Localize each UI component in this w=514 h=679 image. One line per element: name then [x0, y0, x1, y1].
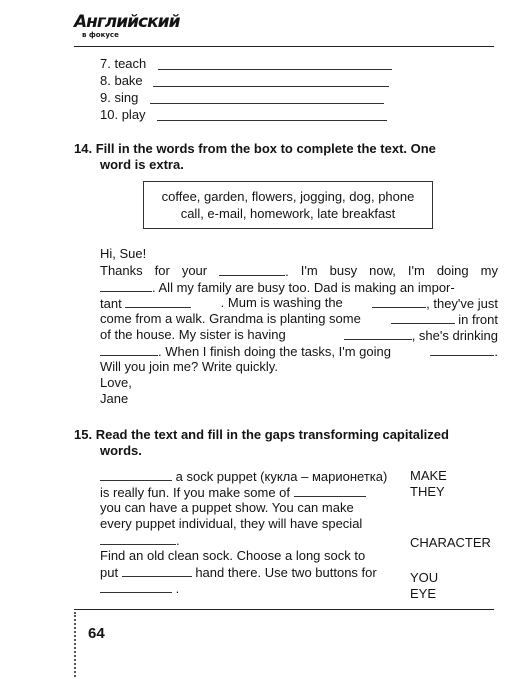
gap-blank[interactable]: [294, 484, 366, 497]
header-rule: [74, 46, 494, 47]
letter-line: Will you join me? Write quickly.: [100, 359, 278, 374]
footer-rule: [74, 609, 494, 610]
word-box-line: call, e-mail, homework, late breakfast: [180, 206, 396, 221]
letter-greeting: Hi, Sue!: [100, 246, 147, 261]
text-line: is really fun. If you make some of: [100, 484, 366, 501]
word-box-line: coffee, garden, flowers, jogging, dog, phone: [161, 189, 415, 204]
capitalized-word: MAKE: [410, 468, 447, 483]
text-line: a sock puppet (кукла – марионетка): [100, 468, 387, 485]
list-item: 7. teach: [100, 56, 147, 71]
gap-blank[interactable]: [372, 295, 426, 308]
gap-blank[interactable]: [344, 327, 412, 340]
letter-line: . When I finish doing the tasks, I'm going .: [100, 343, 498, 360]
exercise-14-instruction-cont: word is extra.: [100, 157, 184, 172]
gap-blank[interactable]: [100, 532, 176, 545]
letter-line: come from a walk. Grandma is planting some in front: [100, 311, 498, 327]
text-line: Find an old clean sock. Choose a long sock to: [100, 548, 366, 563]
word-box: [143, 181, 433, 229]
capitalized-word: YOU: [410, 570, 439, 585]
letter-line: tant . Mum is washing the , they've just: [100, 295, 498, 311]
capitalized-word: CHARACTER: [410, 535, 491, 550]
text-line: .: [100, 532, 180, 549]
letter-line: Thanks for your . I'm busy now, I'm doing my: [100, 263, 498, 279]
capitalized-word: EYE: [410, 586, 437, 601]
capitalized-word: THEY: [410, 484, 445, 499]
answer-line[interactable]: [150, 103, 384, 104]
gap-blank[interactable]: [100, 343, 158, 356]
gap-blank[interactable]: [100, 468, 172, 481]
text-line: .: [100, 580, 179, 597]
letter-line: . All my family are busy too. Dad is making an impor-: [100, 279, 455, 296]
gap-blank[interactable]: [122, 564, 192, 577]
answer-line[interactable]: [157, 120, 387, 121]
text-line: put hand there. Use two buttons for: [100, 565, 377, 580]
answer-line[interactable]: [153, 86, 389, 87]
letter-signature: Jane: [100, 391, 129, 406]
list-item: 8. bake: [100, 73, 143, 88]
logo-title: Английский: [74, 12, 180, 32]
text-line: every puppet individual, they will have special: [100, 516, 363, 531]
exercise-15-instruction: 15. Read the text and fill in the gaps transforming capitalized: [74, 427, 449, 442]
page-number: 64: [88, 625, 105, 642]
list-item: 10. play: [100, 107, 146, 122]
answer-line[interactable]: [158, 69, 392, 70]
exercise-14-instruction: 14. Fill in the words from the box to complete the text. One: [74, 141, 436, 156]
gap-blank[interactable]: [391, 311, 455, 324]
margin-dots: [74, 612, 76, 677]
gap-blank[interactable]: [430, 343, 494, 356]
text-line: you can have a puppet show. You can make: [100, 500, 354, 515]
logo-subtitle: в фокусе: [82, 31, 119, 39]
exercise-15-instruction-cont: words.: [100, 443, 142, 458]
letter-line: of the house. My sister is having , she's drinking: [100, 327, 498, 343]
list-item: 9. sing: [100, 90, 139, 105]
letter-closing: Love,: [100, 375, 132, 390]
gap-blank[interactable]: [100, 279, 152, 292]
publisher-logo: [74, 14, 180, 39]
gap-blank[interactable]: [100, 580, 172, 593]
gap-blank[interactable]: [125, 295, 191, 308]
gap-blank[interactable]: [219, 263, 285, 276]
